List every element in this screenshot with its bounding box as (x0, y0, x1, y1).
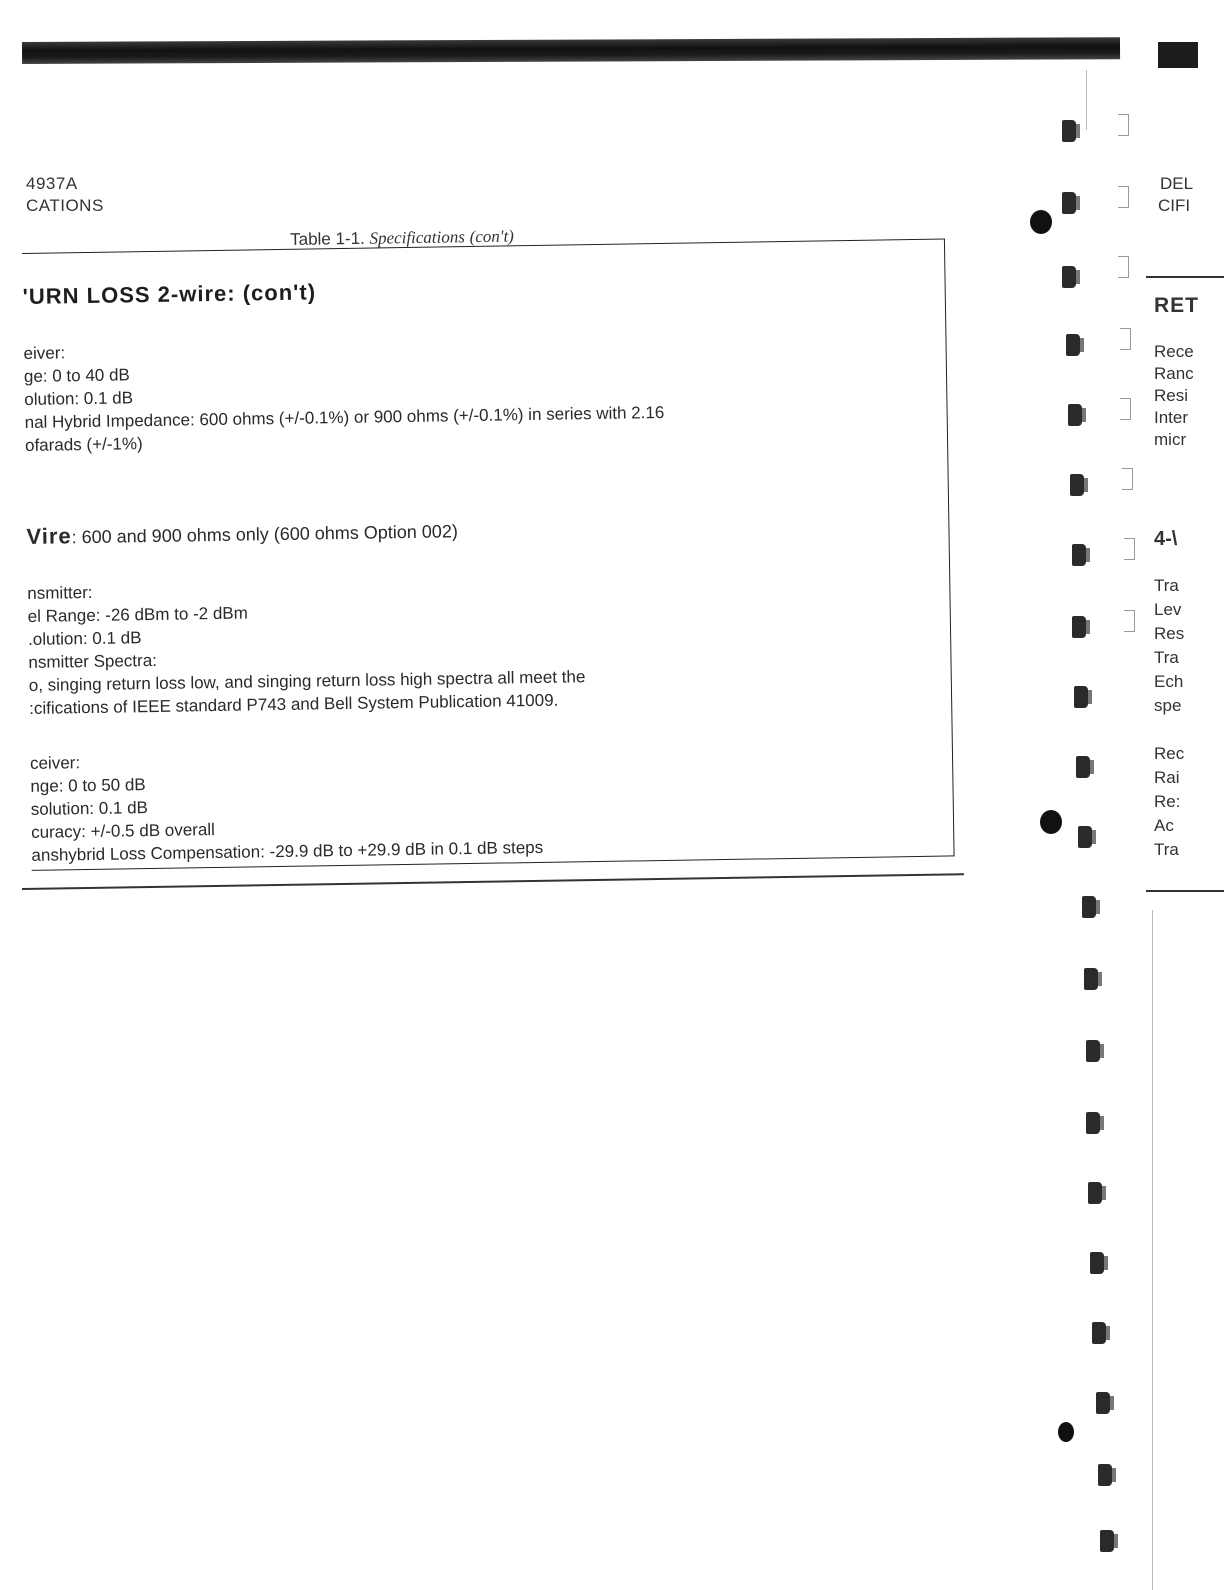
next-page-bottom-rule (1146, 890, 1224, 892)
binder-ring-icon (1100, 1530, 1114, 1552)
transmitter-spectra-line2: :cifications of IEEE standard P743 and Bell System Publication 41009. (29, 690, 559, 718)
next-page-line: Ranc (1154, 364, 1194, 383)
transmitter-spectra-label: nsmitter Spectra: (28, 650, 158, 672)
next-page-line: Resi (1154, 386, 1189, 405)
binder-clip-icon (1118, 256, 1129, 278)
punch-hole-icon (1040, 810, 1062, 834)
binder-ring-icon (1092, 1322, 1106, 1344)
binder-ring-icon (1068, 404, 1082, 426)
next-page-header-line2: CIFI (1158, 196, 1191, 215)
next-page-line: Lev (1154, 600, 1182, 619)
next-page-heading: RET (1154, 294, 1199, 317)
binder-ring-icon (1062, 266, 1076, 288)
specifications-table (22, 239, 955, 871)
section-title: CATIONS (26, 196, 104, 215)
binder-ring-icon (1096, 1392, 1110, 1414)
binder-ring-icon (1088, 1182, 1102, 1204)
next-page-line: Tra (1154, 576, 1179, 595)
next-page-line: Ech (1154, 672, 1184, 691)
transmitter-resolution: .olution: 0.1 dB (27, 628, 142, 649)
binder-ring-icon (1084, 968, 1098, 990)
transmitter-level-range: el Range: -26 dBm to -2 dBm (27, 603, 249, 626)
receiver-2wire-impedance-line1: nal Hybrid Impedance: 600 ohms (+/-0.1%) or 900 ohms (+/-0.1%) in series with 2.16 (24, 402, 665, 432)
heading-bold: 'URN LOSS 2-wire: (22, 280, 236, 309)
receiver-4wire-label: ceiver: (29, 753, 81, 773)
transmitter-spectra-line1: o, singing return loss low, and singing return loss high spectra all meet the (28, 667, 586, 695)
next-page-line: Rai (1154, 768, 1180, 787)
binder-clip-icon (1120, 328, 1131, 350)
binder-clip-icon (1120, 398, 1131, 420)
receiver-4wire-range: nge: 0 to 50 dB (30, 775, 146, 796)
binder-ring-icon (1086, 1040, 1100, 1062)
next-page-line: Tra (1154, 648, 1179, 667)
caption-title: Specifications (369, 227, 466, 248)
section-heading (22, 279, 316, 310)
next-page-line: Inter (1154, 408, 1189, 427)
binder-ring-icon (1070, 474, 1084, 496)
model-number: 4937A (26, 174, 78, 193)
receiver-4wire-compensation: anshybrid Loss Compensation: -29.9 dB to +29.9 dB in 0.1 dB steps (31, 837, 544, 865)
next-page-line: Rec (1154, 744, 1185, 763)
next-page-top-rule (1146, 276, 1224, 278)
binder-ring-icon (1098, 1464, 1112, 1486)
binder-clip-icon (1124, 538, 1135, 560)
binder-ring-icon (1074, 686, 1088, 708)
binder-ring-icon (1082, 896, 1096, 918)
heading-rest: (con't) (242, 279, 317, 306)
next-page-line: micr (1154, 430, 1187, 449)
next-page-line: Res (1154, 624, 1185, 643)
page-edge-line (1152, 910, 1153, 1590)
next-page-line: spe (1154, 696, 1182, 715)
binder-clip-icon (1118, 114, 1129, 136)
table-bottom-rule (22, 873, 964, 890)
binder-clip-icon (1118, 186, 1129, 208)
next-page-header-line1: DEL (1160, 174, 1194, 193)
binder-clip-icon (1124, 610, 1135, 632)
binder-ring-icon (1078, 826, 1092, 848)
binder-ring-icon (1072, 544, 1086, 566)
receiver-2wire-range: ge: 0 to 40 dB (23, 365, 130, 386)
binder-ring-icon (1066, 334, 1080, 356)
receiver-2wire-impedance-line2: ofarads (+/-1%) (24, 434, 143, 455)
scan-edge-dark-corner (1158, 42, 1198, 68)
receiver-2wire-resolution: olution: 0.1 dB (24, 388, 134, 409)
binder-ring-icon (1062, 192, 1076, 214)
transmitter-label: nsmitter: (27, 582, 93, 603)
binder-ring-icon (1076, 756, 1090, 778)
binder-ring-icon (1086, 1112, 1100, 1134)
binder-ring-icon (1062, 120, 1076, 142)
binder-clip-icon (1122, 468, 1133, 490)
four-wire-heading-rest: : 600 and 900 ohms only (600 ohms Option 002) (71, 521, 459, 548)
facing-page-fragment (1146, 260, 1224, 900)
page-edge-line (1086, 70, 1087, 130)
caption-suffix: (con't) (469, 226, 515, 247)
four-wire-heading-bold: Vire (26, 523, 72, 549)
next-page-line: Re: (1154, 792, 1181, 811)
receiver-2wire-label: eiver: (23, 343, 66, 363)
next-page-line: Tra (1154, 840, 1179, 859)
punch-hole-icon (1030, 210, 1052, 234)
binder-ring-icon (1090, 1252, 1104, 1274)
scan-edge-dark-band (22, 37, 1120, 64)
receiver-4wire-accuracy: curacy: +/-0.5 dB overall (30, 820, 216, 842)
next-page-heading-2: 4-\ (1154, 528, 1178, 550)
receiver-4wire-resolution: solution: 0.1 dB (30, 798, 149, 819)
four-wire-heading (26, 517, 458, 550)
next-page-line: Rece (1154, 342, 1194, 361)
punch-hole-icon (1058, 1422, 1074, 1442)
caption-prefix: Table 1-1. (290, 228, 365, 249)
next-page-line: Ac (1154, 816, 1174, 835)
binder-ring-icon (1072, 616, 1086, 638)
